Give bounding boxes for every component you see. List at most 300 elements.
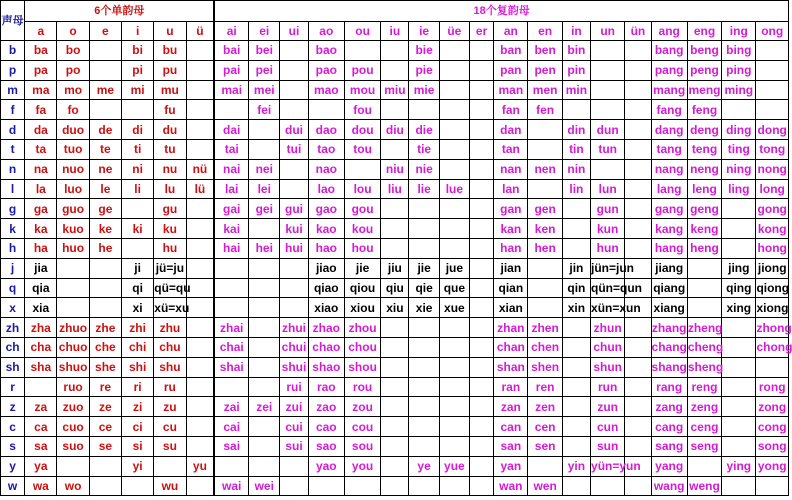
syllable-cell [562,238,590,258]
syllable-cell: chai [214,337,248,357]
syllable-cell: neng [687,159,721,179]
syllable-cell [381,139,409,159]
syllable-cell [439,219,469,239]
syllable-cell: nü [186,159,214,179]
syllable-cell: qiu [381,278,409,298]
syllable-cell: si [122,436,154,456]
syllable-cell [625,357,651,377]
initial-cell: zh [1,318,25,338]
syllable-cell: zu [154,397,186,417]
syllable-cell: qiao [308,278,344,298]
syllable-cell: ca [25,417,57,437]
syllable-cell: keng [687,219,721,239]
syllable-cell: qiou [344,278,380,298]
syllable-cell: kui [280,219,308,239]
syllable-cell [280,60,308,80]
syllable-cell [439,436,469,456]
syllable-cell: yu [186,456,214,476]
syllable-cell: tai [214,139,248,159]
syllable-cell: pie [409,60,439,80]
syllable-cell: mu [154,80,186,100]
syllable-cell: die [409,120,439,140]
syllable-cell [469,139,493,159]
syllable-cell: bi [122,41,154,61]
table-row [1,179,789,199]
syllable-cell: gang [651,199,687,219]
syllable-cell: hang [651,238,687,258]
syllable-cell [409,337,439,357]
syllable-cell: tie [409,139,439,159]
syllable-cell: ri [122,377,154,397]
syllable-cell: dai [214,120,248,140]
syllable-cell [591,476,625,496]
syllable-cell: rou [344,377,380,397]
syllable-cell [528,298,562,318]
syllable-cell [625,219,651,239]
syllable-cell: zuo [57,397,89,417]
syllable-cell [249,337,280,357]
syllable-cell: mou [344,80,380,100]
syllable-cell: dao [308,120,344,140]
syllable-cell [625,436,651,456]
syllable-cell [381,436,409,456]
table-row [1,397,789,417]
syllable-cell [687,456,721,476]
syllable-cell: ben [528,41,562,61]
syllable-cell: cui [280,417,308,437]
single-final-header: o [57,22,89,41]
syllable-cell [722,219,756,239]
syllable-cell: zhu [154,318,186,338]
syllable-cell [625,199,651,219]
syllable-cell [625,238,651,258]
initial-cell: d [1,120,25,140]
finals-header-row [1,22,789,41]
syllable-cell: zhuo [57,318,89,338]
syllable-cell: se [89,436,121,456]
syllable-cell [186,476,214,496]
table-row [1,100,789,120]
syllable-cell [249,357,280,377]
syllable-cell [186,100,214,120]
syllable-cell: wu [154,476,186,496]
syllable-cell [249,377,280,397]
syllable-cell [756,476,789,496]
syllable-cell: wai [214,476,248,496]
syllable-cell: teng [687,139,721,159]
syllable-cell [528,120,562,140]
syllable-cell [722,417,756,437]
syllable-cell: seng [687,436,721,456]
table-row [1,258,789,278]
syllable-cell [722,397,756,417]
syllable-cell: pang [651,60,687,80]
syllable-cell [280,41,308,61]
syllable-cell: yün=yun [591,456,625,476]
syllable-cell [280,100,308,120]
syllable-cell: me [89,80,121,100]
single-final-header: i [122,22,154,41]
syllable-cell: gei [249,199,280,219]
syllable-cell: ban [494,41,528,61]
table-row [1,219,789,239]
syllable-cell: pa [25,60,57,80]
syllable-cell: kong [756,219,789,239]
compound-finals-title: 18个复韵母 [214,1,788,22]
syllable-cell [562,436,590,456]
syllable-cell [249,436,280,456]
syllable-cell [249,258,280,278]
syllable-cell [280,159,308,179]
syllable-cell [308,476,344,496]
syllable-cell [409,219,439,239]
syllable-cell [214,456,248,476]
syllable-cell: jia [25,258,57,278]
syllable-cell: gui [280,199,308,219]
initial-cell: q [1,278,25,298]
syllable-cell: sang [651,436,687,456]
syllable-cell: din [562,120,590,140]
syllable-cell [439,377,469,397]
syllable-cell [89,278,121,298]
syllable-cell [439,199,469,219]
compound-final-header: iu [381,22,409,41]
syllable-cell [562,318,590,338]
syllable-cell: zhao [308,318,344,338]
syllable-cell: gun [591,199,625,219]
syllable-cell [57,258,89,278]
syllable-cell: tin [562,139,590,159]
syllable-cell [409,100,439,120]
compound-final-header: ei [249,22,280,41]
syllable-cell [625,377,651,397]
syllable-cell [469,318,493,338]
syllable-cell: zhui [280,318,308,338]
syllable-cell [381,417,409,437]
syllable-cell: zang [651,397,687,417]
syllable-cell: sha [25,357,57,377]
syllable-cell: po [57,60,89,80]
syllable-cell [439,397,469,417]
syllable-cell [409,199,439,219]
initial-cell: l [1,179,25,199]
compound-final-header: ai [214,22,248,41]
syllable-cell: tu [154,139,186,159]
syllable-cell [57,278,89,298]
syllable-cell [625,139,651,159]
initial-cell: s [1,436,25,456]
syllable-cell: pan [494,60,528,80]
syllable-cell: ci [122,417,154,437]
syllable-cell [591,41,625,61]
syllable-cell [381,357,409,377]
syllable-cell: yan [494,456,528,476]
single-final-header: a [25,22,57,41]
syllable-cell [308,100,344,120]
syllable-cell: le [89,179,121,199]
syllable-cell: tuo [57,139,89,159]
syllable-cell [89,41,121,61]
table-row [1,436,789,456]
syllable-cell [469,456,493,476]
syllable-cell: beng [687,41,721,61]
syllable-cell: lin [562,179,590,199]
syllable-cell: dun [591,120,625,140]
initial-cell: h [1,238,25,258]
syllable-cell: wa [25,476,57,496]
syllable-cell: ni [122,159,154,179]
syllable-cell [186,258,214,278]
syllable-cell: niu [381,159,409,179]
syllable-cell: liu [381,179,409,199]
syllable-cell [756,357,789,377]
syllable-cell: kou [344,219,380,239]
compound-final-header: eng [687,22,721,41]
table-row [1,159,789,179]
compound-final-header: in [562,22,590,41]
syllable-cell: weng [687,476,721,496]
syllable-cell: fu [154,100,186,120]
syllable-cell: shu [154,357,186,377]
syllable-cell: ceng [687,417,721,437]
single-final-header: u [154,22,186,41]
syllable-cell: rui [280,377,308,397]
syllable-cell: ha [25,238,57,258]
syllable-cell: hou [344,238,380,258]
syllable-cell: bai [214,41,248,61]
syllable-cell [528,139,562,159]
initial-cell: k [1,219,25,239]
initial-cell: m [1,80,25,100]
syllable-cell [280,476,308,496]
syllable-cell: bao [308,41,344,61]
syllable-cell: qing [722,278,756,298]
syllable-cell: mo [57,80,89,100]
syllable-cell: reng [687,377,721,397]
compound-final-header: ui [280,22,308,41]
syllable-cell [409,357,439,377]
syllable-cell: te [89,139,121,159]
syllable-cell: zui [280,397,308,417]
syllable-cell [186,377,214,397]
syllable-cell: zong [756,397,789,417]
table-row [1,139,789,159]
syllable-cell: zhi [122,318,154,338]
syllable-cell [625,60,651,80]
syllable-cell: nai [214,159,248,179]
syllable-cell [280,278,308,298]
syllable-cell: zou [344,397,380,417]
syllable-cell: chui [280,337,308,357]
table-row [1,456,789,476]
syllable-cell: pou [344,60,380,80]
syllable-cell: rong [756,377,789,397]
syllable-cell [562,357,590,377]
syllable-cell: dang [651,120,687,140]
syllable-cell: cai [214,417,248,437]
syllable-cell [344,476,380,496]
syllable-cell: zhai [214,318,248,338]
initial-cell: x [1,298,25,318]
syllable-cell: diu [381,120,409,140]
syllable-cell: li [122,179,154,199]
syllable-cell [439,139,469,159]
syllable-cell: qiang [651,278,687,298]
syllable-cell: qün=qun [591,278,625,298]
syllable-cell: sou [344,436,380,456]
syllable-cell: bo [57,41,89,61]
syllable-cell [186,397,214,417]
syllable-cell [280,80,308,100]
syllable-cell: geng [687,199,721,219]
syllable-cell: chou [344,337,380,357]
syllable-cell [280,179,308,199]
syllable-cell [186,120,214,140]
syllable-cell: fo [57,100,89,120]
syllable-cell: cao [308,417,344,437]
syllable-cell: lang [651,179,687,199]
syllable-cell: ning [722,159,756,179]
syllable-cell [687,298,721,318]
syllable-cell: fa [25,100,57,120]
syllable-cell [280,456,308,476]
syllable-cell [280,298,308,318]
syllable-cell: ping [722,60,756,80]
syllable-cell: jin [562,258,590,278]
syllable-cell [562,199,590,219]
syllable-cell [439,318,469,338]
syllable-cell: yue [439,456,469,476]
syllable-cell [122,199,154,219]
initial-cell: n [1,159,25,179]
syllable-cell: deng [687,120,721,140]
syllable-cell: jiao [308,258,344,278]
syllable-cell [625,417,651,437]
syllable-cell: lun [591,179,625,199]
syllable-cell: gen [528,199,562,219]
syllable-cell [591,80,625,100]
syllable-cell: pei [249,60,280,80]
syllable-cell: ce [89,417,121,437]
syllable-cell: ken [528,219,562,239]
syllable-cell [89,100,121,120]
syllable-cell [89,476,121,496]
syllable-cell: dong [756,120,789,140]
syllable-cell [186,139,214,159]
syllable-cell: gao [308,199,344,219]
initial-cell: p [1,60,25,80]
syllable-cell: lue [439,179,469,199]
syllable-cell: bie [409,41,439,61]
syllable-cell: hun [591,238,625,258]
syllable-cell: yin [562,456,590,476]
syllable-cell: he [89,238,121,258]
syllable-cell: jian [494,258,528,278]
syllable-cell: pao [308,60,344,80]
syllable-cell [186,238,214,258]
syllable-cell [469,377,493,397]
syllable-cell [186,417,214,437]
syllable-cell: she [89,357,121,377]
syllable-cell: dou [344,120,380,140]
syllable-cell [625,318,651,338]
syllable-cell [381,238,409,258]
syllable-cell [756,41,789,61]
syllable-cell: you [344,456,380,476]
syllable-cell: xin [562,298,590,318]
syllable-cell: cheng [687,337,721,357]
syllable-cell: jie [344,258,380,278]
syllable-cell: luo [57,179,89,199]
syllable-cell [186,80,214,100]
syllable-cell [186,337,214,357]
syllable-cell: duo [57,120,89,140]
syllable-cell [591,159,625,179]
syllable-cell: zeng [687,397,721,417]
syllable-cell: ze [89,397,121,417]
syllable-cell [439,417,469,437]
syllable-cell: mi [122,80,154,100]
syllable-cell: wen [528,476,562,496]
syllable-cell: mei [249,80,280,100]
syllable-cell [625,337,651,357]
syllable-cell: kan [494,219,528,239]
syllable-cell: nin [562,159,590,179]
table-body [1,41,792,496]
syllable-cell: gai [214,199,248,219]
syllable-cell: feng [687,100,721,120]
syllable-cell: peng [687,60,721,80]
initial-cell: f [1,100,25,120]
syllable-cell [249,417,280,437]
compound-final-header: ao [308,22,344,41]
syllable-cell: ya [25,456,57,476]
syllable-cell [469,179,493,199]
syllable-cell: zai [214,397,248,417]
syllable-cell: mie [409,80,439,100]
syllable-cell [186,60,214,80]
syllable-cell [249,120,280,140]
syllable-cell: qian [494,278,528,298]
syllable-cell: bang [651,41,687,61]
compound-final-header: ing [722,22,756,41]
syllable-cell [154,456,186,476]
table-row [1,120,789,140]
syllable-cell: xiao [308,298,344,318]
table-row [1,199,789,219]
syllable-cell: ran [494,377,528,397]
syllable-cell: fou [344,100,380,120]
syllable-cell: zhou [344,318,380,338]
syllable-cell [469,120,493,140]
syllable-cell [469,298,493,318]
syllable-cell [381,337,409,357]
syllable-cell: sao [308,436,344,456]
syllable-cell: sheng [687,357,721,377]
syllable-cell: zhong [756,318,789,338]
syllable-cell: xi [122,298,154,318]
syllable-cell: nan [494,159,528,179]
syllable-cell: bin [562,41,590,61]
syllable-cell [562,337,590,357]
syllable-cell: qia [25,278,57,298]
syllable-cell [439,41,469,61]
syllable-cell [214,278,248,298]
compound-final-header: er [469,22,493,41]
syllable-cell [591,60,625,80]
table-row [1,278,789,298]
syllable-cell [381,219,409,239]
